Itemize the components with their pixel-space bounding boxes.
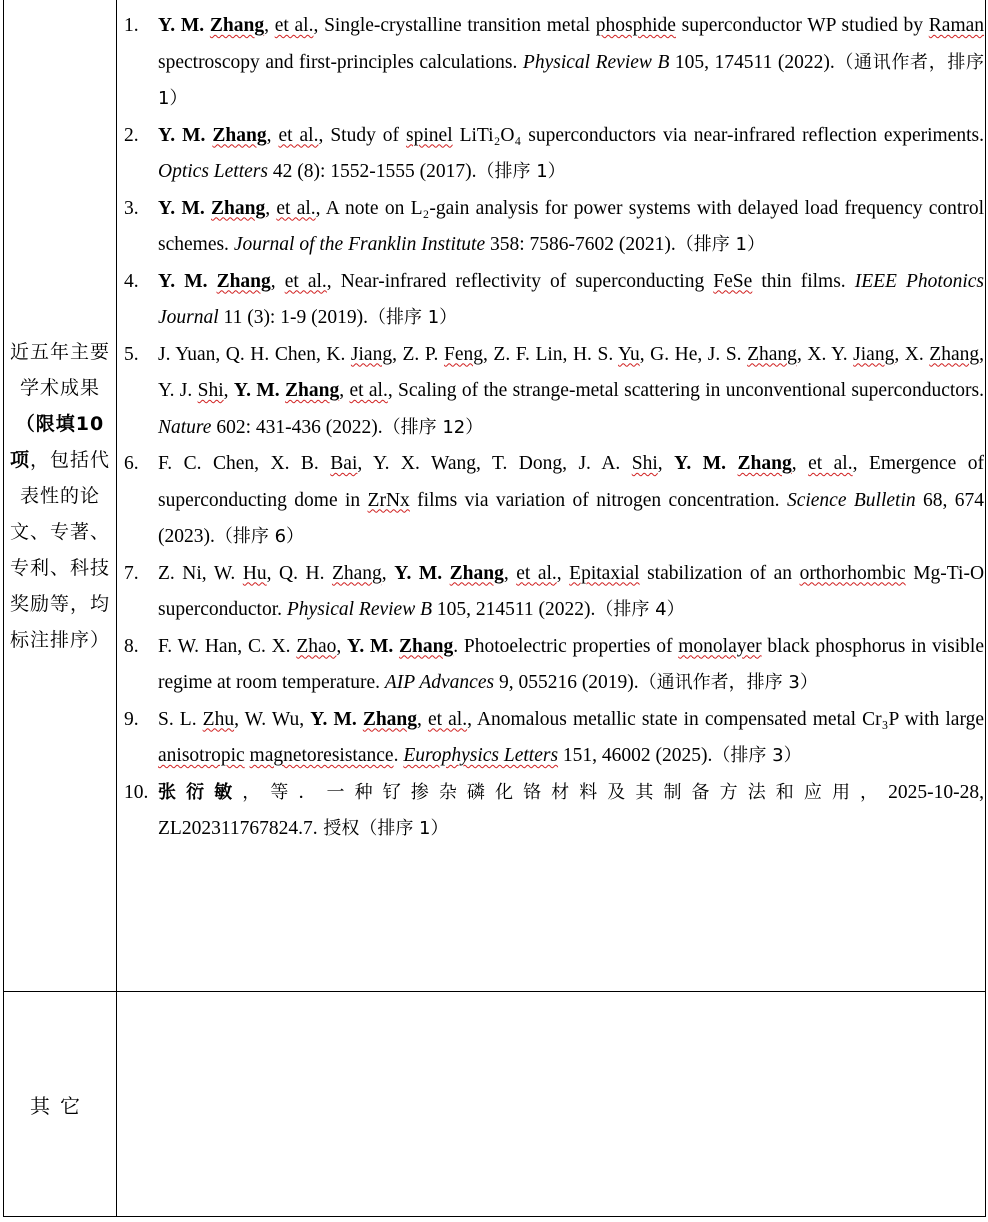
list-item bbox=[124, 446, 984, 556]
author-surname: Zhang bbox=[211, 197, 266, 219]
journal-name: Physical Review B bbox=[522, 51, 670, 73]
coauthor-name: Jiang bbox=[853, 343, 895, 365]
author-initials: Y. M. bbox=[347, 635, 400, 657]
item-number: 10. bbox=[124, 781, 149, 803]
title-part: thin films. bbox=[752, 270, 855, 292]
title-part: , Emergence of superconducting dome in bbox=[158, 453, 985, 511]
title-part: , A note on L₂-gain analysis for power systems with delayed load frequency control schemes. bbox=[158, 197, 984, 255]
coauthors: , bbox=[657, 453, 675, 474]
title-part: , Anomalous metallic state in compensated metal Cr₃P with large bbox=[467, 708, 984, 730]
author-initials: Y. M. bbox=[233, 380, 286, 401]
list-item bbox=[124, 118, 984, 191]
other-content-cell bbox=[117, 992, 985, 1216]
title-flagged-word: Epitaxial bbox=[569, 562, 640, 584]
coauthor-name: Shi bbox=[631, 453, 658, 474]
coauthors: , W. Wu, bbox=[234, 708, 311, 730]
coauthors: , X. bbox=[894, 343, 930, 365]
title-part: spectroscopy and first-principles calculations. bbox=[158, 51, 523, 73]
item-number: 2. bbox=[124, 124, 139, 146]
author-surname: Zhang bbox=[285, 380, 340, 401]
coauthors: , bbox=[336, 635, 348, 657]
et-al: et al. bbox=[427, 708, 468, 730]
item-number: 3. bbox=[124, 197, 139, 219]
author-surname: Zhang bbox=[399, 635, 454, 657]
other-label: 其它 bbox=[30, 1093, 90, 1118]
list-item bbox=[124, 337, 984, 447]
item-number: 4. bbox=[124, 270, 139, 292]
journal-name: AIP Advances bbox=[384, 672, 495, 693]
separator: , bbox=[339, 380, 350, 401]
coauthor-name: Jiang bbox=[350, 343, 393, 365]
title-part: superconductor WP studied by bbox=[675, 15, 929, 36]
citation-details: 105, 174511 (2022). bbox=[669, 51, 835, 73]
achievements-label-limit: （限填10项 bbox=[9, 412, 105, 471]
coauthor-name: Zhao bbox=[296, 635, 337, 657]
journal-name: IEEE Photonics Journal bbox=[158, 270, 985, 328]
author-initials: Y. M. bbox=[158, 15, 210, 36]
title-flagged-word: orthorhombic bbox=[799, 562, 906, 584]
achievements-label-cell bbox=[4, 0, 116, 991]
rank-note: （排序 12） bbox=[382, 416, 484, 438]
table-border-bottom bbox=[3, 1216, 986, 1217]
coauthor-name: Zhang bbox=[747, 343, 797, 365]
et-al: et al. bbox=[516, 562, 557, 584]
title-part: films via variation of nitrogen concentration. bbox=[409, 489, 787, 511]
coauthor-name: Shi bbox=[197, 380, 224, 401]
title-part: , Near-infrared reflectivity of superconducting bbox=[326, 270, 714, 292]
item-number: 1. bbox=[124, 15, 139, 36]
separator: , bbox=[266, 124, 279, 146]
title-flagged-word: monolayer bbox=[678, 635, 762, 657]
author-surname: Zhang bbox=[362, 708, 418, 730]
author-surname: Zhang bbox=[449, 562, 504, 584]
title-flagged-word: spinel bbox=[406, 124, 453, 146]
coauthors: , Y. J. bbox=[158, 343, 984, 401]
coauthor-name: Yu bbox=[618, 343, 640, 365]
et-al: et al. bbox=[276, 197, 316, 219]
coauthors: S. L. bbox=[158, 708, 203, 730]
achievements-label bbox=[7, 334, 113, 658]
title-part: , Study of bbox=[318, 124, 407, 146]
journal-name: Europhysics Letters bbox=[403, 745, 559, 766]
coauthors: , Y. X. Wang, T. Dong, J. A. bbox=[357, 453, 632, 474]
author-initials: Y. M. bbox=[310, 708, 363, 730]
author-initials: Y. M. bbox=[158, 124, 213, 146]
author-surname: Zhang bbox=[216, 270, 271, 292]
coauthors: Z. Ni, W. bbox=[158, 562, 243, 584]
list-item bbox=[124, 556, 984, 629]
rank-note: 授权（排序 1） bbox=[317, 818, 449, 839]
item-number: 9. bbox=[124, 708, 139, 730]
et-al: et al. bbox=[274, 15, 314, 36]
coauthors: , Z. P. bbox=[392, 343, 444, 365]
rank-note: （排序 4） bbox=[595, 599, 685, 620]
et-al: et al. bbox=[808, 453, 853, 474]
title-part: black phosphorus in visible regime at room temperature. bbox=[158, 635, 985, 693]
separator: , bbox=[791, 453, 809, 474]
citation-details: 11 (3): 1-9 (2019). bbox=[218, 307, 368, 328]
item-number: 5. bbox=[124, 343, 139, 365]
citation-details: 9, 055216 (2019). bbox=[494, 672, 639, 693]
title-part: , bbox=[556, 562, 570, 584]
citation-details: 105, 214511 (2022). bbox=[432, 599, 596, 620]
list-item bbox=[124, 775, 984, 848]
rank-note: （排序 6） bbox=[214, 526, 305, 547]
achievements-list bbox=[124, 8, 984, 848]
separator: , bbox=[417, 708, 428, 730]
author-surname: Zhang bbox=[212, 124, 267, 146]
et-al: et al. bbox=[349, 380, 388, 401]
item-number: 8. bbox=[124, 635, 139, 657]
title-flagged-word: anisotropic bbox=[158, 745, 245, 766]
rank-note: （通讯作者，排序 1） bbox=[158, 51, 985, 109]
patent-date: 2025-10-28, bbox=[888, 781, 985, 803]
citation-details: 42 (8): 1552-1555 (2017). bbox=[267, 161, 477, 182]
separator: , bbox=[265, 197, 277, 219]
coauthors: , bbox=[223, 380, 234, 401]
coauthor-name: Zhang bbox=[331, 562, 382, 584]
journal-name: Science Bulletin bbox=[786, 489, 916, 511]
coauthors: , G. He, J. S. bbox=[639, 343, 748, 365]
citation-details: 602: 431-436 (2022). bbox=[211, 416, 383, 438]
coauthor-name: Bai bbox=[330, 453, 358, 474]
list-item bbox=[124, 702, 984, 775]
item-number: 6. bbox=[124, 453, 139, 474]
author-initials: Y. M. bbox=[158, 197, 211, 219]
patent-inventor: 张衍敏 bbox=[158, 781, 243, 803]
title-part: , Single-crystalline transition metal bbox=[313, 15, 596, 36]
separator: , bbox=[264, 15, 275, 36]
citation-details: 358: 7586-7602 (2021). bbox=[485, 234, 676, 255]
title-part: LiTi₂O₄ superconductors via near-infrared reflection experiments. bbox=[452, 124, 984, 146]
coauthors: F. W. Han, C. X. bbox=[158, 635, 297, 657]
title-part: , Scaling of the strange-metal scattering in unconventional superconductors. bbox=[387, 380, 985, 401]
title-flagged-word: Raman bbox=[928, 15, 985, 36]
title-flagged-word: FeSe bbox=[713, 270, 753, 292]
achievements-label-title: 近五年主要学术成果 bbox=[9, 340, 110, 399]
achievements-label-note: ，包括代表性的论文、专著、专利、科技奖励等，均标注排序） bbox=[9, 448, 111, 651]
rank-note: （排序 1） bbox=[367, 307, 458, 328]
title-flagged-word: ZrNx bbox=[367, 489, 410, 511]
author-initials: Y. M. bbox=[674, 453, 738, 474]
separator: , bbox=[270, 270, 285, 292]
item-number: 7. bbox=[124, 562, 139, 584]
journal-name: Optics Letters bbox=[158, 161, 268, 182]
patent-number: ZL202311767824.7. bbox=[158, 818, 318, 839]
title-flagged-word: magnetoresistance bbox=[249, 745, 394, 766]
list-item bbox=[124, 8, 984, 118]
rank-note: （通讯作者，排序 3） bbox=[638, 672, 818, 693]
coauthor-name: Zhang bbox=[929, 343, 980, 365]
table-border-right bbox=[985, 0, 986, 1217]
title-part: . bbox=[393, 745, 404, 766]
coauthors: , X. Y. bbox=[796, 343, 854, 365]
coauthor-name: Hu bbox=[242, 562, 267, 584]
coauthors: , Q. H. bbox=[266, 562, 332, 584]
coauthors: , Z. F. Lin, H. S. bbox=[482, 343, 619, 365]
author-surname: Zhang bbox=[737, 453, 792, 474]
journal-name: Physical Review B bbox=[286, 599, 432, 620]
rank-note: （排序 3） bbox=[712, 745, 802, 766]
patent-title: ，等．一种钌掺杂磷化铬材料及其制备方法和应用， bbox=[242, 781, 889, 803]
author-initials: Y. M. bbox=[394, 562, 450, 584]
title-part: stabilization of an bbox=[639, 562, 800, 584]
title-part: Mg-Ti-O superconductor. bbox=[158, 562, 985, 620]
list-item bbox=[124, 264, 984, 337]
rank-note: （排序 1） bbox=[675, 234, 765, 255]
author-initials: Y. M. bbox=[158, 270, 217, 292]
coauthors: J. Yuan, Q. H. Chen, K. bbox=[158, 343, 351, 365]
citation-details: 68, 674 (2023). bbox=[158, 489, 985, 547]
coauthor-name: Feng bbox=[443, 343, 483, 365]
separator: , bbox=[503, 562, 517, 584]
title-flagged-word: phosphide bbox=[595, 15, 676, 36]
journal-name: Nature bbox=[158, 416, 212, 438]
et-al: et al. bbox=[278, 124, 319, 146]
author-surname: Zhang bbox=[209, 15, 265, 36]
et-al: et al. bbox=[284, 270, 327, 292]
title-part: . Photoelectric properties of bbox=[453, 635, 679, 657]
rank-note: （排序 1） bbox=[476, 161, 566, 182]
other-label-cell bbox=[4, 992, 116, 1216]
citation-details: 151, 46002 (2025). bbox=[558, 745, 713, 766]
coauthor-name: Zhu bbox=[202, 708, 235, 730]
journal-name: Journal of the Franklin Institute bbox=[233, 234, 486, 255]
list-item bbox=[124, 191, 984, 264]
list-item bbox=[124, 629, 984, 702]
coauthors: F. C. Chen, X. B. bbox=[158, 453, 331, 474]
coauthors: , bbox=[381, 562, 395, 584]
